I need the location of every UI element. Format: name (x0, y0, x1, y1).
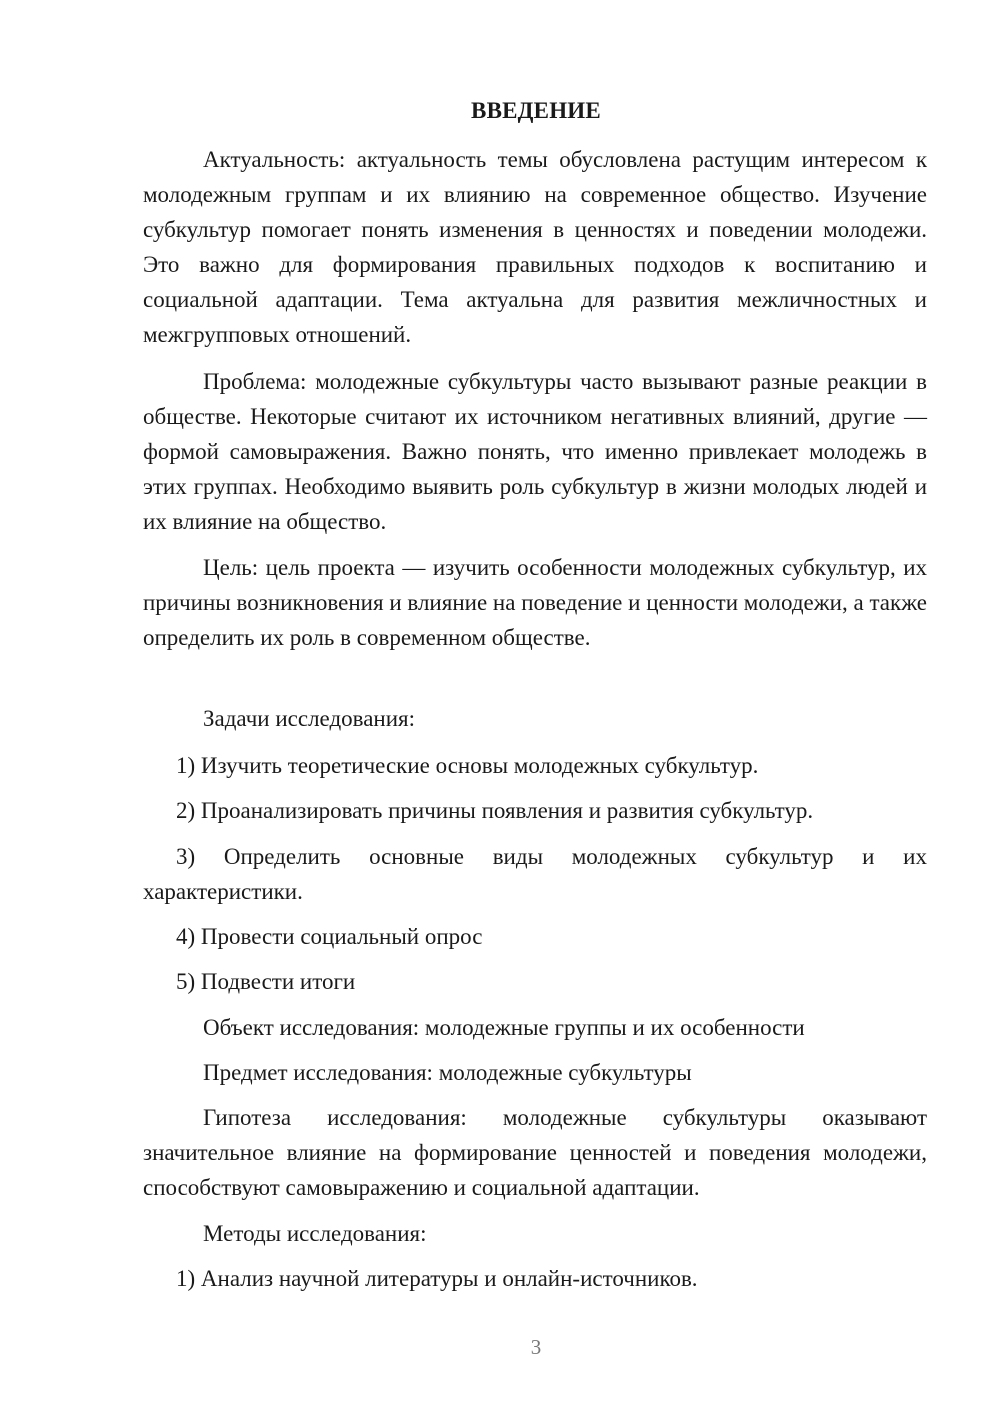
method-item-1: 1) Анализ научной литературы и онлайн-источников. (176, 1266, 698, 1291)
task-item-1: 1) Изучить теоретические основы молодежных субкультур. (176, 753, 759, 778)
paragraph-goal: Цель: цель проекта — изучить особенности молодежных субкультур, их причины возникновения и влияние на поведение и ценности молодежи, а также определить их роль в современном обществе. (143, 555, 927, 650)
paragraph-relevance: Актуальность: актуальность темы обусловлена растущим интересом к молодежным группам и их влиянию на современное общество. Изучение субкультур помогает понять изменения в ценностях и поведении молодежи. Это важно для формирования правильных подходов к воспитанию и социальной адаптации. Тема актуальна для развития межличностных и межгрупповых отношений. (143, 147, 927, 347)
page-number: 3 (530, 1335, 542, 1359)
task-item-3: 3) Определить основные виды молодежных субкультур и их характеристики. (143, 844, 927, 904)
research-subject: Предмет исследования: молодежные субкультуры (203, 1060, 692, 1085)
tasks-heading: Задачи исследования: (203, 706, 416, 731)
paragraph-problem: Проблема: молодежные субкультуры часто вызывают разные реакции в обществе. Некоторые считают их источником негативных влияний, другие — формой самовыражения. Важно понять, что именно привлекает молодежь в этих группах. Необходимо выявить роль субкультур в жизни молодых людей и их влияние на общество. (143, 369, 927, 534)
task-item-4: 4) Провести социальный опрос (176, 924, 483, 949)
research-object: Объект исследования: молодежные группы и их особенности (203, 1015, 805, 1040)
page-title: ВВЕДЕНИЕ (471, 98, 601, 123)
research-hypothesis: Гипотеза исследования: молодежные субкультуры оказывают значительное влияние на формирование ценностей и поведения молодежи, способствуют самовыражению и социальной адаптации. (143, 1105, 927, 1200)
task-item-2: 2) Проанализировать причины появления и развития субкультур. (176, 798, 814, 823)
task-item-5: 5) Подвести итоги (176, 969, 356, 994)
methods-heading: Методы исследования: (203, 1221, 427, 1246)
